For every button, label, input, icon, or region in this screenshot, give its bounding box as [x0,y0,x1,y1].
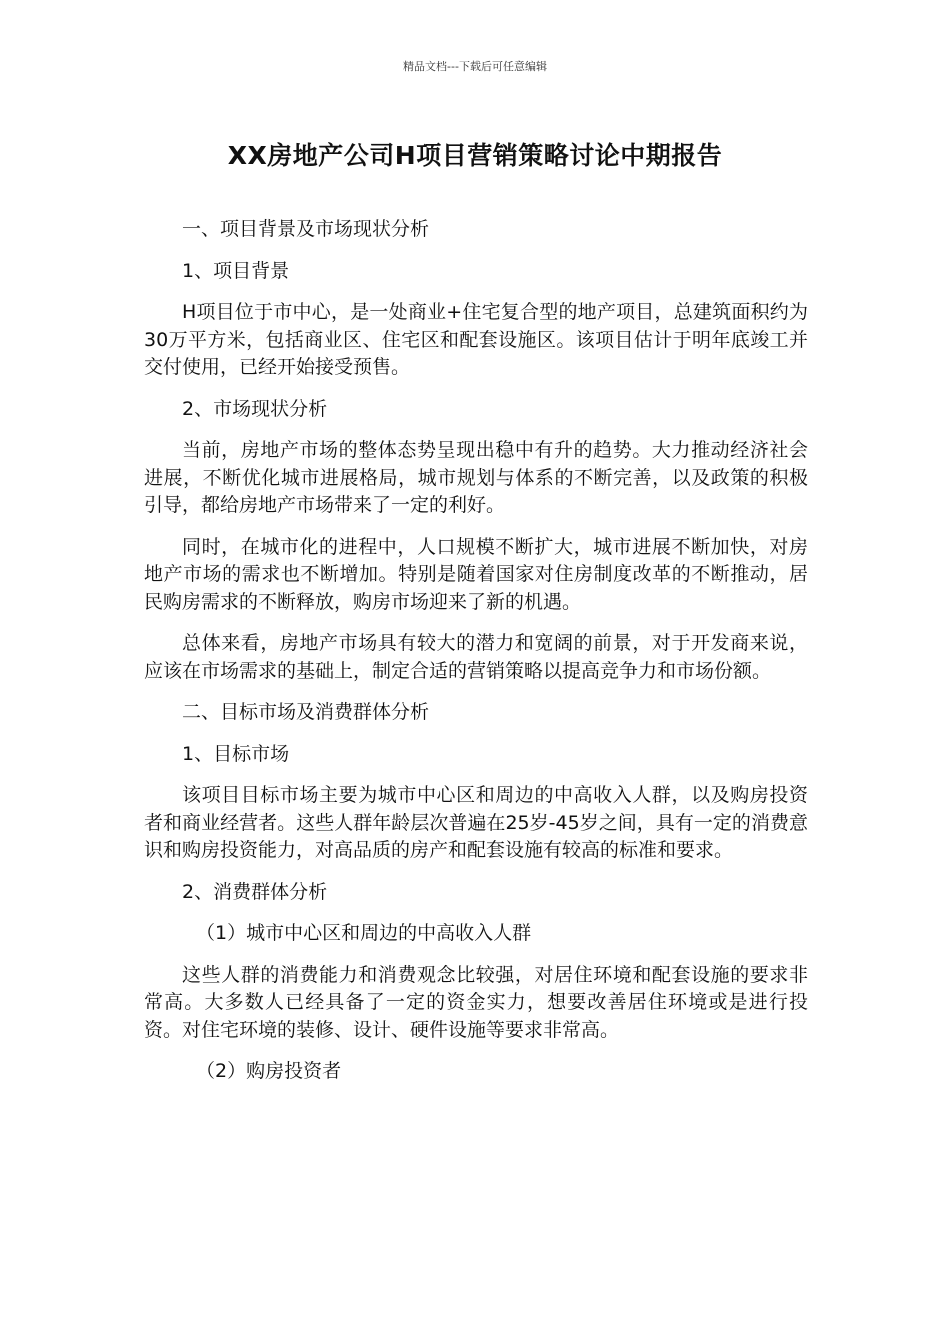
body-paragraph: 当前，房地产市场的整体态势呈现出稳中有升的趋势。大力推动经济社会进展，不断优化城市进展格局，城市规划与体系的不断完善，以及政策的积极引导，都给房地产市场带来了一定的利好。 [144,439,808,516]
subsection-heading: 2、市场现状分析 [182,397,328,420]
body-paragraph: H项目位于市中心，是一处商业+住宅复合型的地产项目，总建筑面积约为30万平方米，包括商业区、住宅区和配套设施区。该项目估计于明年底竣工并交付使用，已经开始接受预售。 [144,301,808,378]
section-heading: 二、目标市场及消费群体分析 [182,701,430,723]
subsection-heading: 2、消费群体分析 [182,880,328,903]
body-paragraph: 该项目目标市场主要为城市中心区和周边的中高收入人群，以及购房投资者和商业经营者。这些人群年龄层次普遍在25岁-45岁之间，具有一定的消费意识和购房投资能力，对高品质的房产和配套设施有较高的标准和要求。 [144,784,808,861]
body-paragraph: 这些人群的消费能力和消费观念比较强，对居住环境和配套设施的要求非常高。大多数人已经具备了一定的资金实力，想要改善居住环境或是进行投资。对住宅环境的装修、设计、硬件设施等要求非常高。 [144,963,808,1041]
document-title: XX房地产公司H项目营销策略讨论中期报告 [227,141,723,170]
header-note: 精品文档---下载后可任意编辑 [403,60,547,73]
subsection-heading: 1、目标市场 [182,742,290,765]
subsection-heading: 1、项目背景 [182,259,290,282]
body-paragraph: 同时，在城市化的进程中，人口规模不断扩大，城市进展不断加快，对房地产市场的需求也不断增加。特别是随着国家对住房制度改革的不断推动，居民购房需求的不断释放，购房市场迎来了新的机遇。 [144,535,808,613]
section-heading: 一、项目背景及市场现状分析 [182,218,430,240]
document-body [144,216,808,1100]
sub-item-heading: （1）城市中心区和周边的中高收入人群 [196,922,532,944]
sub-item-heading: （2）购房投资者 [196,1060,342,1082]
body-paragraph: 总体来看，房地产市场具有较大的潜力和宽阔的前景，对于开发商来说，应该在市场需求的基础上，制定合适的营销策略以提高竞争力和市场份额。 [144,632,808,682]
